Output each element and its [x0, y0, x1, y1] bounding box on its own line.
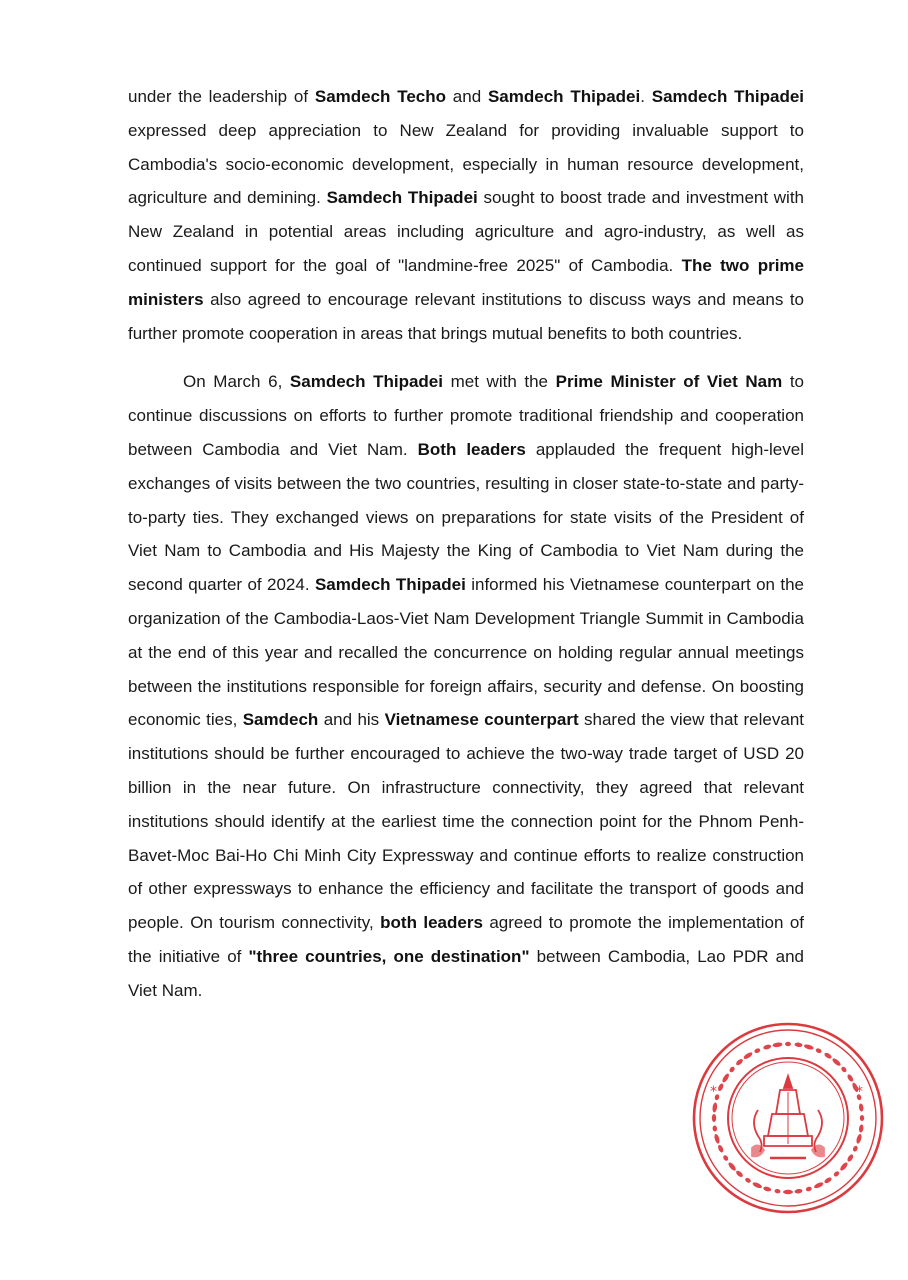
seal-script-mark — [852, 1145, 858, 1152]
seal-script-mark — [735, 1058, 744, 1067]
seal-script-mark — [735, 1170, 744, 1179]
bold-text-run: both leaders — [380, 913, 483, 933]
paragraph-viet-nam — [128, 365, 804, 1007]
text-run: agreed to promote the implementation of the initiative of — [128, 913, 804, 966]
seal-script-mark — [712, 1125, 717, 1132]
seal-script-mark — [712, 1102, 718, 1113]
seal-script-mark — [763, 1044, 772, 1050]
seal-script-mark — [815, 1047, 822, 1053]
seal-script-mark — [823, 1052, 832, 1060]
seal-script-mark — [772, 1042, 783, 1048]
seal-script-mark — [783, 1190, 793, 1194]
seal-script-mark — [712, 1114, 716, 1122]
bold-text-run: Samdech Thipadei — [326, 188, 478, 208]
seal-script-mark — [803, 1043, 814, 1050]
text-run: and — [446, 87, 488, 106]
seal-script-mark — [855, 1133, 862, 1144]
bold-text-run: "three countries, one destination" — [248, 946, 530, 966]
bold-text-run: Samdech Thipadei — [314, 575, 466, 595]
seal-script-mark — [744, 1177, 751, 1184]
official-seal-stamp — [688, 1018, 888, 1218]
seal-script-mark — [722, 1154, 729, 1161]
bold-text-run: Vietnamese counterpart — [384, 710, 579, 730]
seal-script-mark — [763, 1186, 772, 1192]
seal-script-mark — [752, 1181, 763, 1189]
paragraph-new-zealand — [128, 80, 804, 350]
text-run: between Cambodia, Lao PDR and Viet Nam. — [128, 946, 804, 1000]
text-run: expressed deep appreciation to New Zealand for providing invaluable support to Cambodia's socio-economic development, especially in human resource development, agriculture and demining. — [128, 120, 804, 208]
bold-text-run: Samdech Thipadei — [289, 372, 443, 392]
text-run: shared the view that relevant institutions should be further encouraged to achieve the two-way trade target of USD 20 billion in the near future. On infrastructure connectivity, they agreed that relevant institutions should identify at the earliest time the connection point for the Phnom Penh-Bavet-Moc Bai-Ho Chi Minh City Expressway and continue efforts to realize construction of other expressways to enhance the efficiency and facilitate the transport of goods and people. On tourism connectivity, — [128, 710, 804, 933]
bold-text-run: Both leaders — [417, 439, 526, 459]
text-run: . — [640, 87, 652, 106]
seal-script-mark — [860, 1115, 864, 1121]
seal-script-mark — [813, 1181, 824, 1189]
bold-text-run: Prime Minister of Viet Nam — [555, 372, 783, 392]
seal-script-mark — [858, 1124, 863, 1133]
seal-script-mark — [805, 1186, 812, 1192]
bold-text-run: Samdech — [242, 710, 319, 730]
seal-script-mark — [785, 1042, 791, 1046]
seal-script-mark — [846, 1073, 854, 1082]
svg-text:*: * — [856, 1084, 863, 1100]
seal-script-mark — [794, 1188, 803, 1193]
seal-script-mark — [727, 1161, 737, 1171]
seal-script-mark — [717, 1083, 724, 1092]
text-run: sought to boost trade and investment with New Zealand in potential areas including agriculture and agro-industry, as well as continued support for the goal of "landmine-free 2025" of Cambodia. — [128, 188, 805, 275]
seal-script-mark — [858, 1103, 863, 1112]
seal-script-mark — [717, 1144, 724, 1153]
seal-script-mark — [840, 1066, 847, 1073]
text-run: and his — [318, 710, 385, 730]
text-run: On March 6, — [183, 372, 290, 392]
bold-text-run: Samdech Thipadei — [651, 87, 805, 106]
seal-script-mark — [721, 1073, 730, 1084]
text-run: met with the — [443, 372, 556, 392]
seal-script-mark — [794, 1042, 803, 1047]
seal-script-mark — [823, 1176, 832, 1184]
text-run: applauded the frequent high-level exchanges of visits between the two countries, resulting in closer state-to-state and party-to-party ties. They exchanged views on preparations for state visits of the President of Viet Nam to Cambodia and His Majesty the King of Cambodia to Viet Nam during the second quarter of 2024. — [128, 439, 804, 595]
seal-script-mark — [774, 1189, 781, 1194]
seal-script-mark — [728, 1066, 735, 1073]
seal-script-mark — [839, 1161, 849, 1171]
seal-script-mark — [833, 1170, 840, 1177]
text-run: also agreed to encourage relevant institutions to discuss ways and means to further promote cooperation in areas that brings mutual benefits to both countries. — [128, 289, 804, 343]
seal-script-mark — [713, 1133, 720, 1144]
text-run: under the leadership of — [128, 87, 315, 106]
document-body — [128, 80, 804, 1008]
seal-script-mark — [754, 1047, 761, 1053]
text-run: to continue discussions on efforts to further promote traditional friendship and cooperation between Cambodia and Viet Nam. — [128, 372, 805, 459]
seal-script-mark — [743, 1051, 754, 1060]
svg-text:*: * — [710, 1084, 717, 1100]
seal-script-mark — [831, 1057, 841, 1067]
text-run: informed his Vietnamese counterpart on the organization of the Cambodia-Laos-Viet Nam Development Triangle Summit in Cambodia at the end of this year and recalled the concurrence on holding regular annual meetings between the institutions responsible for foreign affairs, security and defense. On boosting economic ties, — [128, 575, 805, 730]
bold-text-run: Samdech Techo — [314, 87, 447, 106]
seal-script-mark — [846, 1153, 854, 1162]
bold-text-run: The two prime ministers — [128, 255, 805, 309]
bold-text-run: Samdech Thipadei — [487, 87, 641, 106]
